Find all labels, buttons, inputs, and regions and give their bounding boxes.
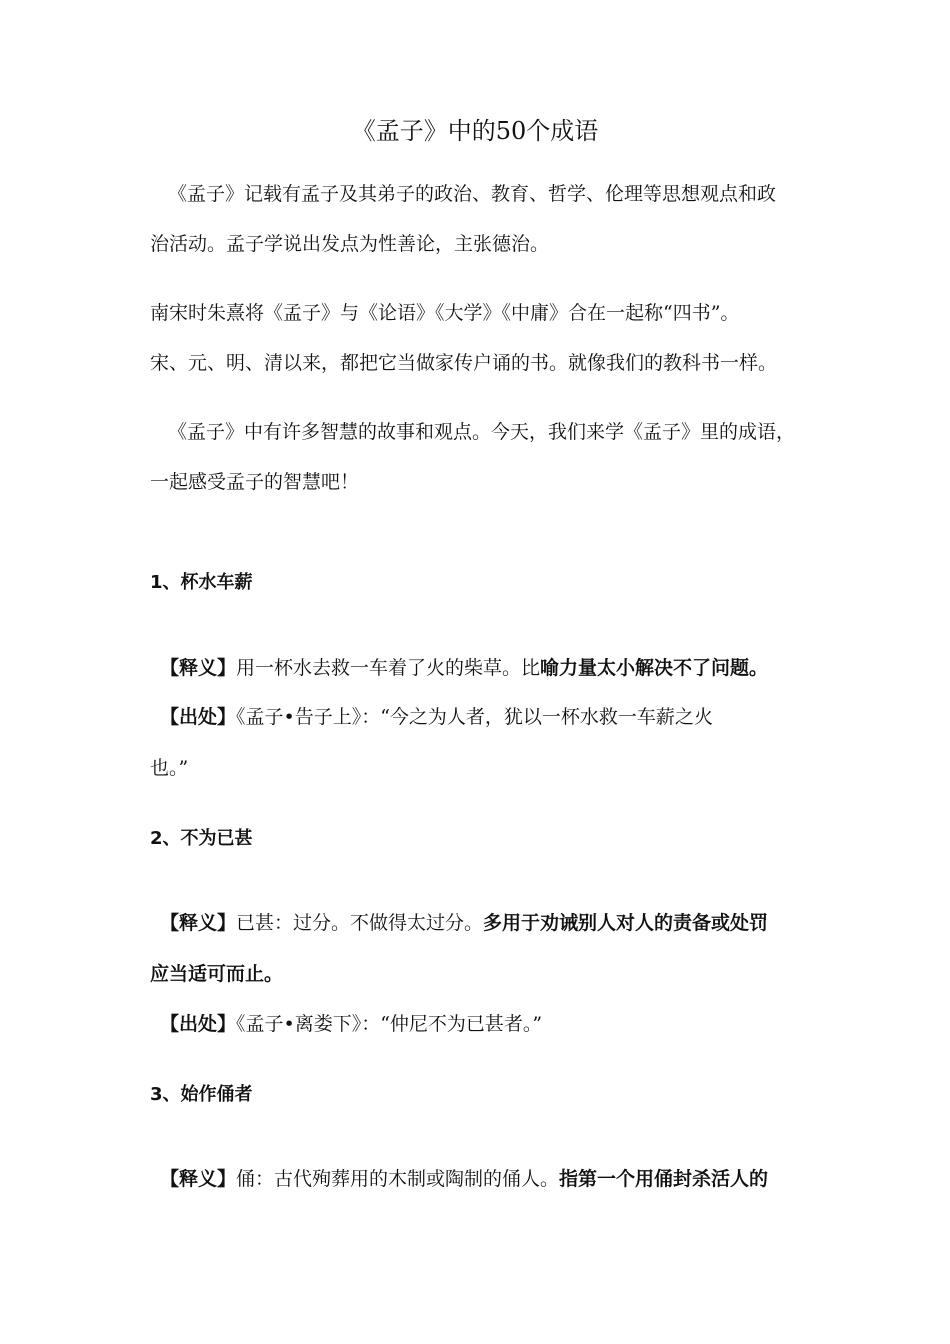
document-title: 《孟子》中的50个成语 xyxy=(351,117,599,145)
intro-paragraph-1-line-1: 《孟子》记载有孟子及其弟子的政治、教育、哲学、伦理等思想观点和政 xyxy=(168,183,777,205)
meaning-bold-text-continued: 应当适可而止。 xyxy=(150,963,284,985)
meaning-label: 【释义】 xyxy=(160,912,237,934)
source-text: 《孟子•告子上》：“今之为人者，犹以一杯水救一车薪之火 xyxy=(236,706,713,728)
idiom-heading: 1、杯水车薪 xyxy=(150,572,253,593)
meaning-bold-text: 多用于劝诫别人对人的责备或处罚 xyxy=(483,912,769,934)
idiom-meaning-line xyxy=(160,656,768,680)
source-label: 【出处】 xyxy=(160,1013,237,1035)
intro-paragraph-1-line-2: 治活动。孟子学说出发点为性善论，主张德治。 xyxy=(150,233,550,255)
meaning-text: 用一杯水去救一车着了火的柴草。比 xyxy=(236,657,541,679)
idiom-source-line xyxy=(160,1012,542,1036)
source-label: 【出处】 xyxy=(160,706,237,728)
source-text-continued: 也。” xyxy=(150,757,189,779)
meaning-text: 俑：古代殉葬用的木制或陶制的俑人。 xyxy=(236,1168,560,1190)
meaning-bold-text: 喻力量太小解决不了问题。 xyxy=(540,657,769,679)
meaning-label: 【释义】 xyxy=(160,1168,237,1190)
idiom-heading: 2、不为已甚 xyxy=(150,828,253,849)
intro-paragraph-3-line-2: 一起感受孟子的智慧吧！ xyxy=(150,471,360,493)
intro-paragraph-2-line-2: 宋、元、明、清以来，都把它当做家传户诵的书。就像我们的教科书一样。 xyxy=(150,352,778,374)
idiom-source-line xyxy=(160,705,713,729)
intro-paragraph-3-line-1: 《孟子》中有许多智慧的故事和观点。今天，我们来学《孟子》里的成语， xyxy=(168,421,796,443)
meaning-label: 【释义】 xyxy=(160,657,237,679)
meaning-bold-text: 指第一个用俑封杀活人的 xyxy=(559,1168,769,1190)
intro-paragraph-2-line-1: 南宋时朱熹将《孟子》与《论语》《大学》《中庸》合在一起称“四书”。 xyxy=(150,302,740,324)
idiom-meaning-line xyxy=(160,1167,768,1191)
meaning-text: 已甚：过分。不做得太过分。 xyxy=(236,912,484,934)
idiom-meaning-line xyxy=(160,911,768,935)
source-text: 《孟子•离娄下》：“仲尼不为已甚者。” xyxy=(236,1013,543,1035)
idiom-heading: 3、始作俑者 xyxy=(150,1084,253,1105)
